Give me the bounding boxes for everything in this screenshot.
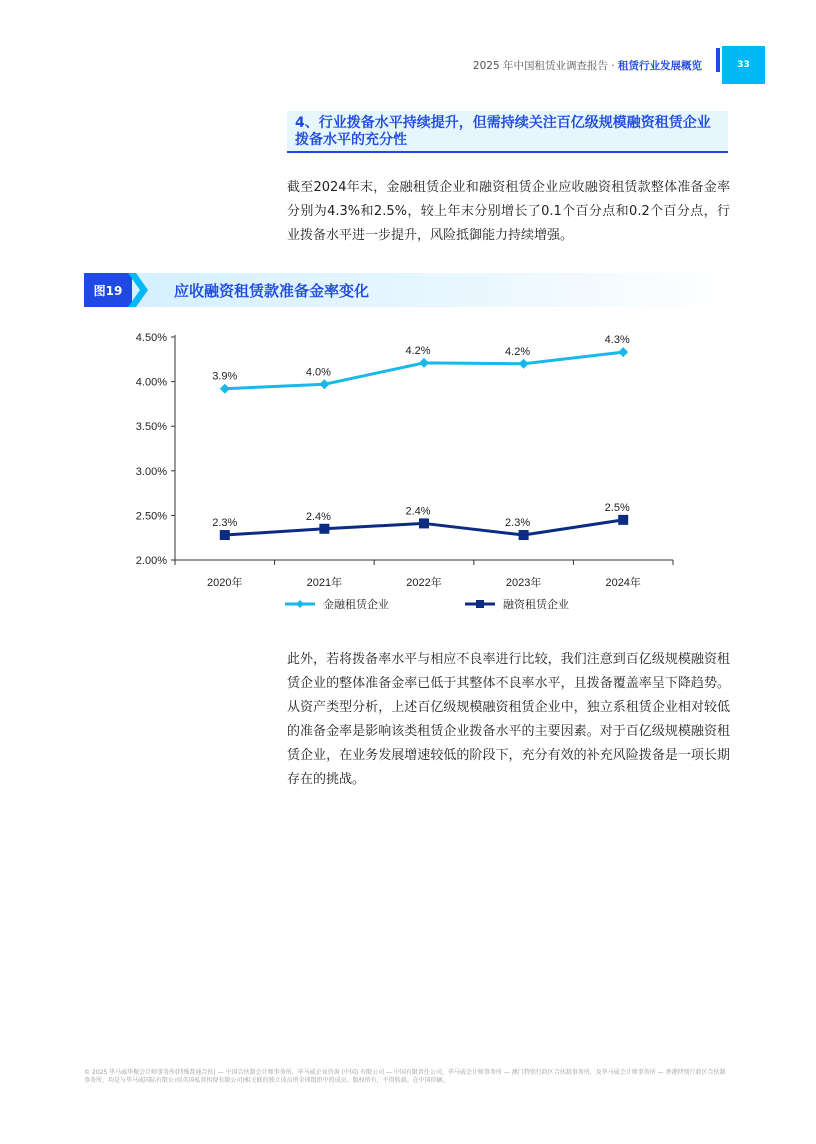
- data-point-marker: [519, 530, 529, 540]
- data-label: 2.5%: [604, 501, 630, 514]
- figure-tag: 图19: [84, 273, 132, 307]
- section-name: 租赁行业发展概览: [618, 60, 702, 72]
- x-tick-label: 2020年: [207, 577, 243, 589]
- series-line-1: [225, 352, 623, 389]
- y-tick-label: 4.50%: [135, 332, 167, 344]
- data-label: 2.4%: [305, 510, 331, 523]
- data-point-marker: [618, 347, 628, 357]
- reserve-ratio-line-chart: [110, 320, 710, 620]
- data-point-marker: [220, 384, 230, 394]
- header-accent-bar: [716, 48, 720, 72]
- copyright-footer: © 2025 毕马威华振会计师事务所(特殊普通合伙) — 中国合伙制会计师事务所，毕马威企业咨询 (中国) 有限公司 — 中国有限责任公司，毕马威会计师事务所 — 澳门特别行政区合伙制事务所，及毕马威会计师事务所 — 香港特别行政区合伙制事务所，均是与毕马威国际有限公司(英国私营担保有限公司)相关联的独立成员所全球组织中的成员。版权所有，不得转载。在中国印刷。: [84, 1069, 726, 1084]
- y-tick-label: 3.00%: [135, 465, 167, 478]
- x-tick-label: 2023年: [505, 577, 542, 589]
- y-tick-label: 2.50%: [135, 510, 167, 523]
- section-heading: 4、行业拨备水平持续提升，但需持续关注百亿级规模融资租赁企业拨备水平的充分性: [287, 111, 728, 153]
- data-label: 2.3%: [212, 517, 238, 530]
- y-tick-label: 2.00%: [135, 555, 167, 567]
- data-point-marker: [220, 530, 230, 540]
- data-point-marker: [319, 524, 329, 534]
- legend-label: 融资租赁企业: [503, 599, 569, 611]
- x-tick-label: 2022年: [406, 577, 442, 589]
- legend-marker: [296, 600, 304, 608]
- y-tick-label: 3.50%: [135, 421, 167, 434]
- data-label: 2.4%: [405, 505, 431, 518]
- report-title: 2025 年中国租赁业调查报告 ·: [472, 60, 618, 72]
- paragraph-1: 截至2024年末，金融租赁企业和融资租赁企业应收融资租赁款整体准备金率分别为4.3%和2.5%，较上年末分别增长了0.1个百分点和0.2个百分点，行业拨备水平进一步提升，风险抵御能力持续增强。: [287, 180, 730, 243]
- paragraph-2: 此外，若将拨备率水平与相应不良率进行比较，我们注意到百亿级规模融资租赁企业的整体准备金率已低于其整体不良率水平，且拨备覆盖率呈下降趋势。从资产类型分析，上述百亿级规模融资租赁企业中，独立系租赁企业相对较低的准备金率是影响该类租赁企业拨备水平的主要因素。对于百亿级规模融资租赁企业，在业务发展增速较低的阶段下，充分有效的补充风险拨备是一项长期存在的挑战。: [287, 652, 730, 787]
- legend-label: 金融租赁企业: [323, 599, 389, 611]
- data-label: 3.9%: [212, 370, 238, 383]
- figure-title: 应收融资租赁款准备金率变化: [174, 282, 370, 300]
- data-label: 2.3%: [505, 517, 531, 530]
- chevron-right-icon: [128, 273, 150, 307]
- page-number: 33: [722, 46, 765, 84]
- x-tick-label: 2024年: [605, 577, 641, 589]
- data-label: 4.0%: [305, 366, 331, 379]
- data-label: 4.3%: [604, 334, 630, 347]
- x-tick-label: 2021年: [306, 577, 343, 589]
- data-label: 4.2%: [505, 345, 531, 358]
- running-header: [473, 58, 702, 73]
- data-point-marker: [519, 359, 529, 369]
- data-point-marker: [419, 358, 429, 368]
- legend-marker: [476, 600, 484, 608]
- data-label: 4.2%: [405, 344, 431, 357]
- data-point-marker: [618, 515, 628, 525]
- data-point-marker: [319, 379, 329, 389]
- data-point-marker: [419, 518, 429, 528]
- y-tick-label: 4.00%: [135, 376, 167, 389]
